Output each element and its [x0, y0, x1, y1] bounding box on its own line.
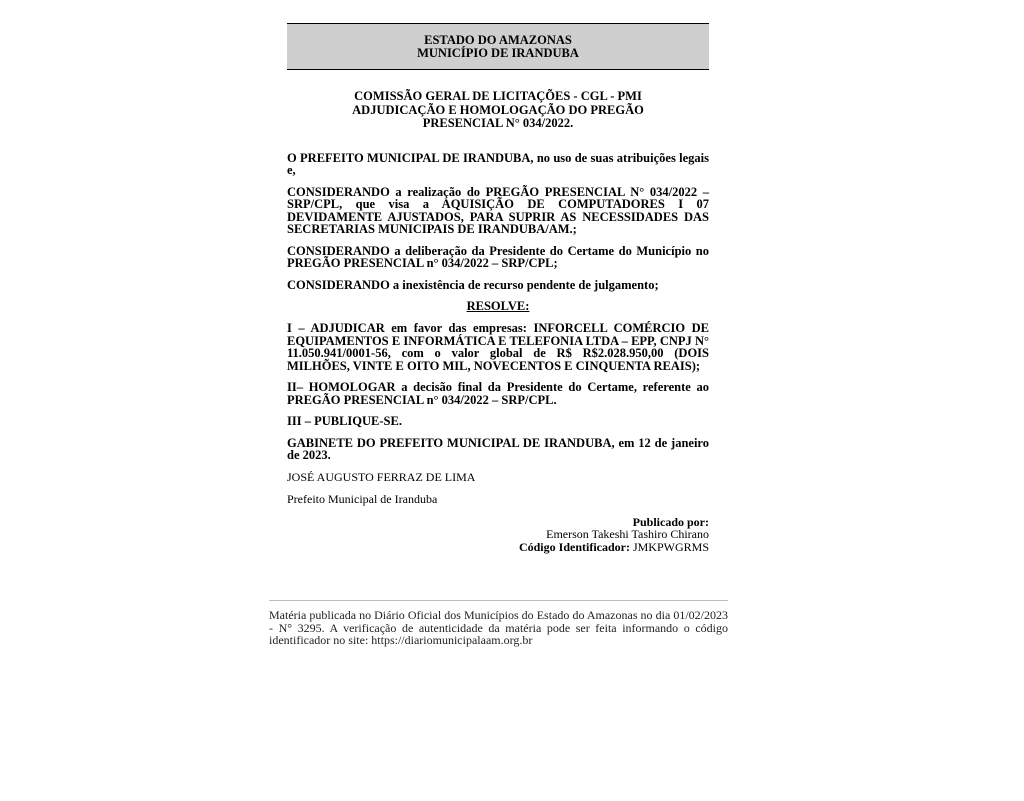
intro-paragraph: O PREFEITO MUNICIPAL DE IRANDUBA, no uso de suas atribuições legais e,	[287, 150, 709, 177]
signer-role: Prefeito Municipal de Iranduba	[287, 491, 438, 506]
identifier-line	[287, 541, 709, 554]
municipality-name: MUNICÍPIO DE IRANDUBA	[417, 46, 579, 60]
document-title	[287, 90, 709, 131]
item-publique: III – PUBLIQUE-SE.	[287, 414, 402, 428]
state-name: ESTADO DO AMAZONAS	[424, 33, 572, 47]
item-adjudicar: I – ADJUDICAR em favor das empresas: INFORCELL COMÉRCIO DE EQUIPAMENTOS E INFORMÁTICA E TELEFONIA LTDA – EPP, CNPJ N° 11.050.941/0001-56, com o valor global de R$ R$2.028.950,00 (DOIS MILHÕES, VINTE E OITO MIL, NOVECENTOS E CINQUENTA REAIS);	[287, 321, 709, 373]
signer-name: JOSÉ AUGUSTO FERRAZ DE LIMA	[287, 469, 476, 484]
identifier-code: JMKPWGRMS	[632, 539, 709, 554]
publisher-name: Emerson Takeshi Tashiro Chirano	[546, 527, 709, 541]
identifier-label: Código Identificador:	[518, 539, 630, 554]
title-line-3: PRESENCIAL N° 034/2022.	[422, 116, 574, 130]
footer-divider	[269, 600, 728, 601]
title-line-1: COMISSÃO GERAL DE LICITAÇÕES - CGL - PMI	[354, 89, 642, 103]
resolve-heading: RESOLVE:	[466, 299, 530, 313]
considerando-2: CONSIDERANDO a deliberação da Presidente do Certame do Município no PREGÃO PRESENCIAL n° 034/2022 – SRP/CPL;	[287, 243, 709, 270]
considerando-1: CONSIDERANDO a realização do PREGÃO PRESENCIAL N° 034/2022 – SRP/CPL, que visa a AQUISIÇÃO DE COMPUTADORES I 07 DEVIDAMENTE AJUSTADOS, PARA SUPRIR AS NECESSIDADES DAS SECRETARIAS MUNICIPAIS DE IRANDUBA/AM.;	[287, 184, 709, 236]
considerando-3: CONSIDERANDO a inexistência de recurso pendente de julgamento;	[287, 277, 659, 292]
item-homologar: II– HOMOLOGAR a decisão final da Presidente do Certame, referente ao PREGÃO PRESENCIAL n° 034/2022 – SRP/CPL.	[287, 380, 709, 407]
gabinete-paragraph: GABINETE DO PREFEITO MUNICIPAL DE IRANDUBA, em 12 de janeiro de 2023.	[287, 435, 709, 462]
title-line-2: ADJUDICAÇÃO E HOMOLOGAÇÃO DO PREGÃO	[352, 102, 644, 117]
publication-block	[287, 516, 709, 554]
document-page	[287, 23, 709, 553]
published-by-label: Publicado por:	[632, 514, 709, 529]
state-header	[287, 23, 709, 70]
footer-notice: Matéria publicada no Diário Oficial dos Municípios do Estado do Amazonas no dia 01/02/2023 - N° 3295. A verificação de autenticidade da matéria pode ser feita informando o código identificador no site: https://diariomunicipalaam.org.br	[269, 608, 728, 647]
